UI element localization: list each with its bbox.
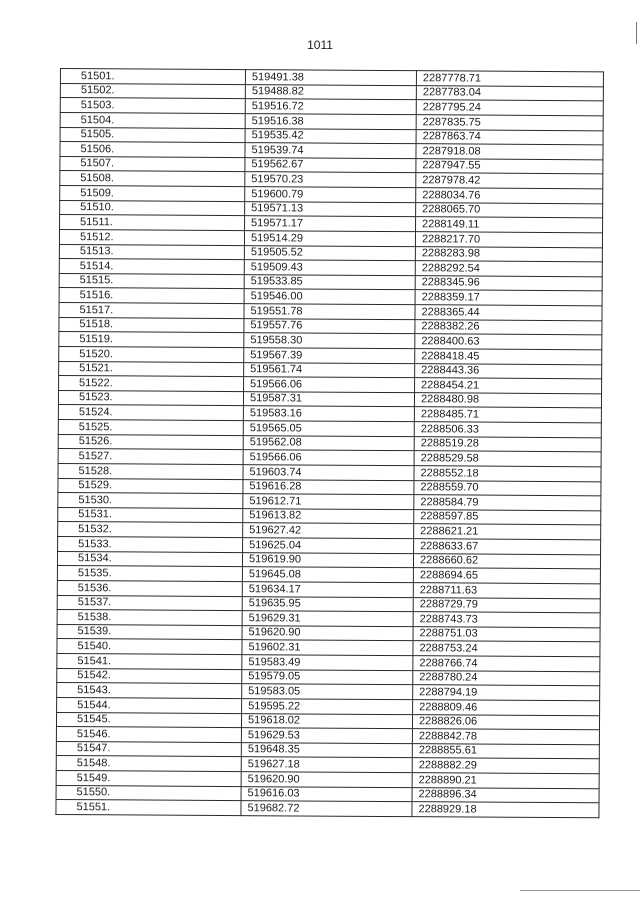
point-number-cell: 51517. [59, 302, 244, 318]
point-number-cell: 51507. [60, 156, 245, 172]
y-coordinate-cell: 2288418.45 [415, 349, 602, 365]
x-coordinate-cell: 519595.22 [242, 698, 413, 714]
y-coordinate-cell: 2287783.04 [416, 85, 603, 101]
point-number-cell: 51508. [60, 171, 245, 187]
y-coordinate-cell: 2288809.46 [413, 700, 600, 716]
point-number-cell: 51501. [60, 69, 245, 85]
point-number-cell: 51504. [60, 112, 245, 128]
x-coordinate-cell: 519602.31 [242, 640, 413, 656]
x-coordinate-cell: 519587.31 [243, 391, 414, 407]
point-number-cell: 51529. [58, 478, 243, 494]
point-number-cell: 51516. [59, 288, 244, 304]
x-coordinate-cell: 519625.04 [243, 538, 414, 554]
page-number: 1011 [307, 38, 333, 52]
point-number-cell: 51526. [58, 434, 243, 450]
x-coordinate-cell: 519583.49 [242, 655, 413, 671]
y-coordinate-cell: 2288400.63 [415, 334, 602, 350]
x-coordinate-cell: 519516.38 [245, 114, 416, 130]
point-number-cell: 51548. [56, 756, 241, 772]
y-coordinate-cell: 2288729.79 [413, 597, 600, 613]
x-coordinate-cell: 519603.74 [243, 465, 414, 481]
x-coordinate-cell: 519627.42 [243, 523, 414, 539]
x-coordinate-cell: 519645.08 [242, 567, 413, 583]
y-coordinate-cell: 2288896.34 [412, 787, 599, 803]
y-coordinate-cell: 2288660.62 [413, 553, 600, 569]
x-coordinate-cell: 519620.90 [242, 625, 413, 641]
y-coordinate-cell: 2288751.03 [413, 626, 600, 642]
point-number-cell: 51534. [57, 551, 242, 567]
y-coordinate-cell: 2288359.17 [415, 290, 602, 306]
point-number-cell: 51544. [57, 697, 242, 713]
y-coordinate-cell: 2288034.76 [416, 188, 603, 204]
point-number-cell: 51537. [57, 595, 242, 611]
point-number-cell: 51546. [56, 727, 241, 743]
point-number-cell: 51518. [59, 317, 244, 333]
point-number-cell: 51545. [56, 712, 241, 728]
x-coordinate-cell: 519612.71 [243, 494, 414, 510]
point-number-cell: 51528. [58, 463, 243, 479]
x-coordinate-cell: 519616.28 [243, 479, 414, 495]
x-coordinate-cell: 519629.31 [242, 611, 413, 627]
point-number-cell: 51538. [57, 610, 242, 626]
y-coordinate-cell: 2288584.79 [414, 495, 601, 511]
point-number-cell: 51533. [58, 536, 243, 552]
point-number-cell: 51522. [59, 376, 244, 392]
y-coordinate-cell: 2288283.98 [415, 246, 602, 262]
x-coordinate-cell: 519620.90 [241, 772, 412, 788]
x-coordinate-cell: 519509.43 [244, 260, 415, 276]
x-coordinate-cell: 519546.00 [244, 289, 415, 305]
y-coordinate-cell: 2288826.06 [412, 714, 599, 730]
x-coordinate-cell: 519533.85 [244, 274, 415, 290]
point-number-cell: 51503. [60, 98, 245, 114]
x-coordinate-cell: 519613.82 [243, 508, 414, 524]
x-coordinate-cell: 519562.08 [243, 435, 414, 451]
y-coordinate-cell: 2288855.61 [412, 743, 599, 759]
y-coordinate-cell: 2288633.67 [414, 539, 601, 555]
y-coordinate-cell: 2288485.71 [414, 407, 601, 423]
y-coordinate-cell: 2288766.74 [413, 656, 600, 672]
y-coordinate-cell: 2287863.74 [416, 129, 603, 145]
point-number-cell: 51530. [58, 493, 243, 509]
point-number-cell: 51542. [57, 668, 242, 684]
x-coordinate-cell: 519491.38 [245, 70, 416, 86]
point-number-cell: 51511. [60, 215, 245, 231]
x-coordinate-cell: 519551.78 [244, 304, 415, 320]
point-number-cell: 51510. [60, 200, 245, 216]
point-number-cell: 51509. [60, 186, 245, 202]
coordinates-table-body [56, 69, 604, 818]
y-coordinate-cell: 2288480.98 [414, 392, 601, 408]
y-coordinate-cell: 2288365.44 [415, 305, 602, 321]
x-coordinate-cell: 519618.02 [241, 713, 412, 729]
y-coordinate-cell: 2288882.29 [412, 758, 599, 774]
y-coordinate-cell: 2288382.26 [415, 319, 602, 335]
x-coordinate-cell: 519616.03 [241, 786, 412, 802]
point-number-cell: 51521. [59, 361, 244, 377]
x-coordinate-cell: 519627.18 [241, 757, 412, 773]
point-number-cell: 51543. [57, 683, 242, 699]
y-coordinate-cell: 2288519.28 [414, 436, 601, 452]
x-coordinate-cell: 519505.52 [244, 245, 415, 261]
point-number-cell: 51506. [60, 142, 245, 158]
x-coordinate-cell: 519566.06 [243, 450, 414, 466]
point-number-cell: 51540. [57, 639, 242, 655]
x-coordinate-cell: 519570.23 [245, 172, 416, 188]
point-number-cell: 51523. [58, 390, 243, 406]
y-coordinate-cell: 2288780.24 [413, 670, 600, 686]
y-coordinate-cell: 2288217.70 [415, 232, 602, 248]
x-coordinate-cell: 519635.95 [242, 596, 413, 612]
y-coordinate-cell: 2287918.08 [416, 144, 603, 160]
x-coordinate-cell: 519557.76 [244, 318, 415, 334]
y-coordinate-cell: 2288443.36 [415, 363, 602, 379]
x-coordinate-cell: 519600.79 [245, 187, 416, 203]
x-coordinate-cell: 519567.39 [244, 348, 415, 364]
y-coordinate-cell: 2288454.21 [415, 378, 602, 394]
y-coordinate-cell: 2287947.55 [416, 158, 603, 174]
y-coordinate-cell: 2288065.70 [416, 202, 603, 218]
point-number-cell: 51525. [58, 419, 243, 435]
x-coordinate-cell: 519648.35 [241, 742, 412, 758]
x-coordinate-cell: 519634.17 [242, 581, 413, 597]
y-coordinate-cell: 2288506.33 [414, 422, 601, 438]
point-number-cell: 51550. [56, 785, 241, 801]
x-coordinate-cell: 519682.72 [241, 801, 412, 817]
point-number-cell: 51524. [58, 405, 243, 421]
x-coordinate-cell: 519566.06 [244, 377, 415, 393]
x-coordinate-cell: 519535.42 [245, 128, 416, 144]
x-coordinate-cell: 519562.67 [245, 157, 416, 173]
point-number-cell: 51520. [59, 346, 244, 362]
x-coordinate-cell: 519488.82 [245, 84, 416, 100]
point-number-cell: 51541. [57, 653, 242, 669]
point-number-cell: 51513. [59, 244, 244, 260]
x-coordinate-cell: 519629.53 [241, 728, 412, 744]
x-coordinate-cell: 519619.90 [242, 552, 413, 568]
y-coordinate-cell: 2288890.21 [412, 773, 599, 789]
point-number-cell: 51549. [56, 770, 241, 786]
point-number-cell: 51502. [60, 83, 245, 99]
scan-bottom-edge [520, 890, 640, 891]
y-coordinate-cell: 2288559.70 [414, 480, 601, 496]
point-number-cell: 51547. [56, 741, 241, 757]
point-number-cell: 51535. [57, 566, 242, 582]
x-coordinate-cell: 519583.16 [243, 406, 414, 422]
point-number-cell: 51505. [60, 127, 245, 143]
y-coordinate-cell: 2288292.54 [415, 261, 602, 277]
x-coordinate-cell: 519579.05 [242, 669, 413, 685]
y-coordinate-cell: 2288597.85 [414, 509, 601, 525]
point-number-cell: 51519. [59, 332, 244, 348]
x-coordinate-cell: 519565.05 [243, 421, 414, 437]
y-coordinate-cell: 2288753.24 [413, 641, 600, 657]
y-coordinate-cell: 2288842.78 [412, 729, 599, 745]
point-number-cell: 51514. [59, 259, 244, 275]
x-coordinate-cell: 519516.72 [245, 99, 416, 115]
y-coordinate-cell: 2288149.11 [416, 217, 603, 233]
y-coordinate-cell: 2287795.24 [416, 100, 603, 116]
x-coordinate-cell: 519561.74 [244, 362, 415, 378]
point-number-cell: 51551. [56, 800, 241, 816]
table-row [56, 800, 599, 818]
x-coordinate-cell: 519583.05 [242, 684, 413, 700]
y-coordinate-cell: 2288529.58 [414, 451, 601, 467]
y-coordinate-cell: 2288794.19 [413, 685, 600, 701]
x-coordinate-cell: 519571.13 [245, 201, 416, 217]
point-number-cell: 51532. [58, 522, 243, 538]
y-coordinate-cell: 2288552.18 [414, 466, 601, 482]
x-coordinate-cell: 519558.30 [244, 333, 415, 349]
x-coordinate-cell: 519571.17 [245, 216, 416, 232]
y-coordinate-cell: 2287835.75 [416, 115, 603, 131]
point-number-cell: 51536. [57, 580, 242, 596]
point-number-cell: 51531. [58, 507, 243, 523]
x-coordinate-cell: 519539.74 [245, 143, 416, 159]
point-number-cell: 51515. [59, 273, 244, 289]
y-coordinate-cell: 2287778.71 [416, 71, 603, 87]
y-coordinate-cell: 2288345.96 [415, 275, 602, 291]
y-coordinate-cell: 2288694.65 [413, 568, 600, 584]
y-coordinate-cell: 2288743.73 [413, 612, 600, 628]
coordinates-table [55, 68, 604, 818]
y-coordinate-cell: 2287978.42 [416, 173, 603, 189]
x-coordinate-cell: 519514.29 [244, 231, 415, 247]
y-coordinate-cell: 2288621.21 [414, 524, 601, 540]
point-number-cell: 51527. [58, 449, 243, 465]
point-number-cell: 51539. [57, 624, 242, 640]
point-number-cell: 51512. [59, 229, 244, 245]
y-coordinate-cell: 2288711.63 [413, 583, 600, 599]
y-coordinate-cell: 2288929.18 [412, 802, 599, 818]
